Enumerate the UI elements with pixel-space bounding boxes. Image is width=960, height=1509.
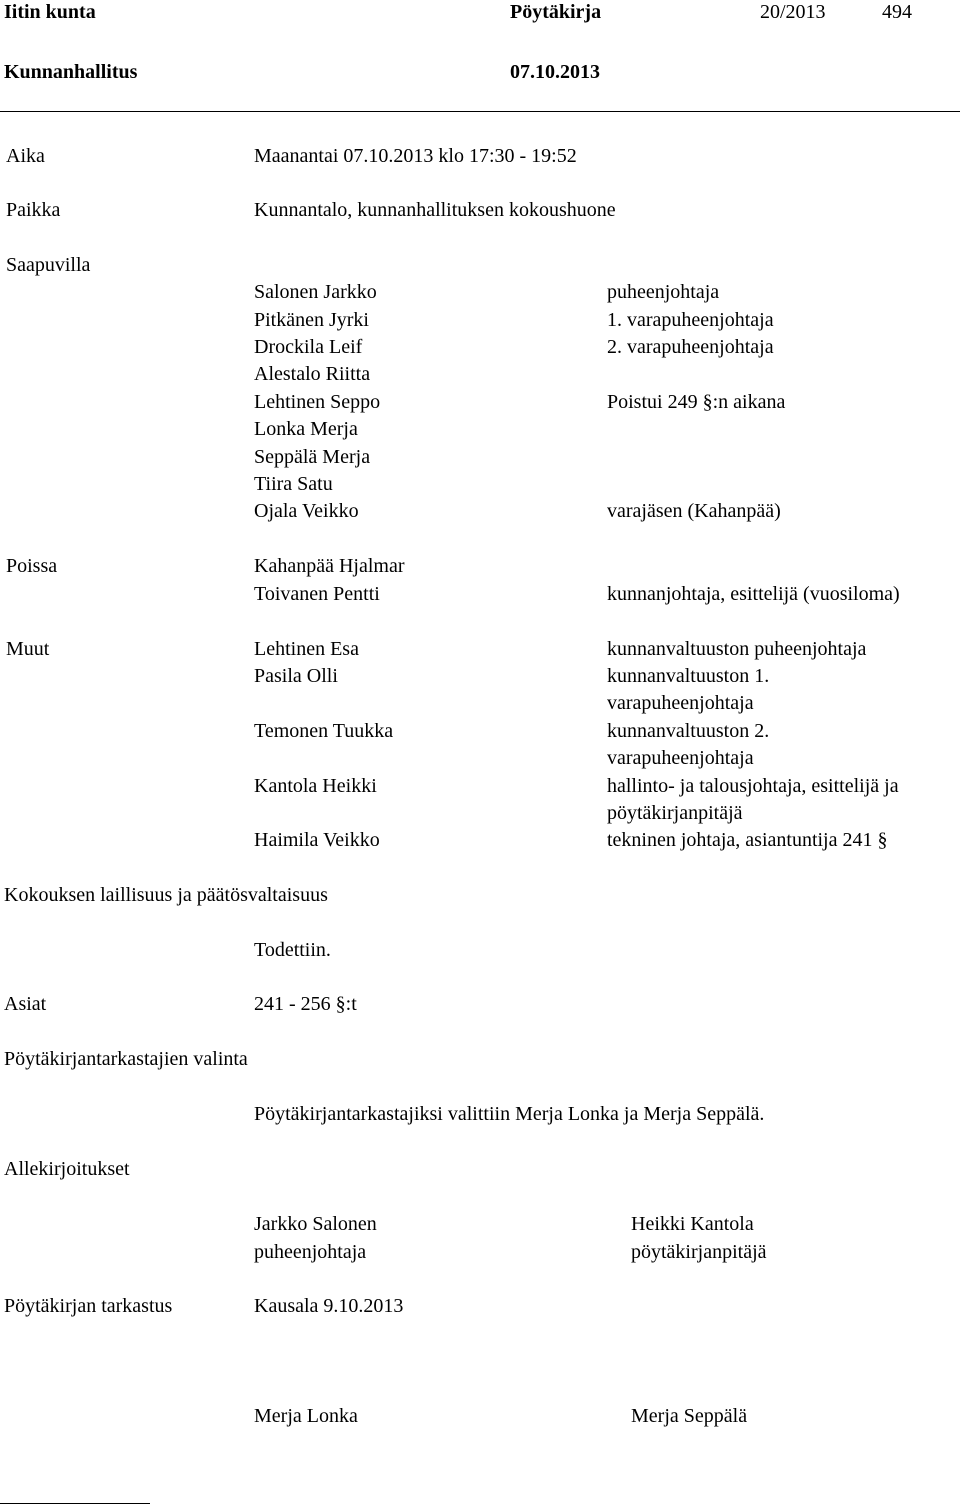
other-name: Lehtinen Esa (254, 638, 359, 660)
member-role: varajäsen (Kahanpää) (607, 500, 781, 522)
member-name: Lonka Merja (254, 418, 358, 440)
poissa-label: Poissa (6, 555, 58, 577)
allekirjoitukset-label: Allekirjoitukset (4, 1158, 130, 1180)
absent-name: Toivanen Pentti (254, 583, 380, 605)
laillisuus-label: Kokouksen laillisuus ja päätösvaltaisuus (4, 884, 328, 906)
other-role: varapuheenjohtaja (607, 747, 754, 769)
laillisuus-value: Todettiin. (254, 939, 331, 961)
asiat-value: 241 - 256 §:t (254, 993, 357, 1015)
other-name: Kantola Heikki (254, 775, 377, 797)
footer-rule (0, 1503, 150, 1504)
signer-title: puheenjohtaja (254, 1241, 367, 1263)
checker-name: Merja Lonka (254, 1405, 358, 1427)
other-role: tekninen johtaja, asiantuntija 241 § (607, 829, 888, 851)
doc-number: 20/2013 (760, 1, 826, 23)
member-role: puheenjohtaja (607, 281, 720, 303)
signer-name: Jarkko Salonen (254, 1213, 377, 1235)
aika-label: Aika (6, 145, 45, 167)
absent-role: kunnanjohtaja, esittelijä (vuosiloma) (607, 583, 900, 605)
other-name: Pasila Olli (254, 665, 338, 687)
member-name: Pitkänen Jyrki (254, 309, 369, 331)
member-role: Poistui 249 §:n aikana (607, 391, 786, 413)
member-role: 1. varapuheenjohtaja (607, 309, 774, 331)
tarkastus-value: Kausala 9.10.2013 (254, 1295, 404, 1317)
member-name: Ojala Veikko (254, 500, 359, 522)
org-name: Iitin kunta (4, 1, 96, 23)
saapuvilla-label: Saapuvilla (6, 254, 91, 276)
doc-type: Pöytäkirja (510, 1, 602, 23)
header-rule (0, 111, 960, 112)
asiat-label: Asiat (4, 993, 47, 1015)
meeting-date: 07.10.2013 (510, 61, 600, 83)
member-name: Drockila Leif (254, 336, 363, 358)
other-role: kunnanvaltuuston puheenjohtaja (607, 638, 867, 660)
body-name: Kunnanhallitus (4, 61, 138, 83)
absent-name: Kahanpää Hjalmar (254, 555, 405, 577)
signer-title: pöytäkirjanpitäjä (631, 1241, 767, 1263)
member-name: Lehtinen Seppo (254, 391, 381, 413)
other-role: hallinto- ja talousjohtaja, esittelijä ja (607, 775, 899, 797)
other-role: kunnanvaltuuston 1. (607, 665, 770, 687)
tarkastajat-value: Pöytäkirjantarkastajiksi valittiin Merja Lonka ja Merja Seppälä. (254, 1103, 765, 1125)
aika-value: Maanantai 07.10.2013 klo 17:30 - 19:52 (254, 145, 577, 167)
member-name: Tiira Satu (254, 473, 333, 495)
member-role: 2. varapuheenjohtaja (607, 336, 774, 358)
other-role: kunnanvaltuuston 2. (607, 720, 770, 742)
page-number: 494 (882, 1, 912, 23)
signer-name: Heikki Kantola (631, 1213, 754, 1235)
tarkastus-label: Pöytäkirjan tarkastus (4, 1295, 173, 1317)
other-role: varapuheenjohtaja (607, 692, 754, 714)
other-name: Haimila Veikko (254, 829, 380, 851)
member-name: Salonen Jarkko (254, 281, 377, 303)
muut-label: Muut (6, 638, 50, 660)
member-name: Seppälä Merja (254, 446, 371, 468)
checker-name: Merja Seppälä (631, 1405, 748, 1427)
paikka-value: Kunnantalo, kunnanhallituksen kokoushuone (254, 199, 616, 221)
other-role: pöytäkirjanpitäjä (607, 802, 743, 824)
paikka-label: Paikka (6, 199, 61, 221)
tarkastajat-label: Pöytäkirjantarkastajien valinta (4, 1048, 248, 1070)
member-name: Alestalo Riitta (254, 363, 371, 385)
other-name: Temonen Tuukka (254, 720, 394, 742)
